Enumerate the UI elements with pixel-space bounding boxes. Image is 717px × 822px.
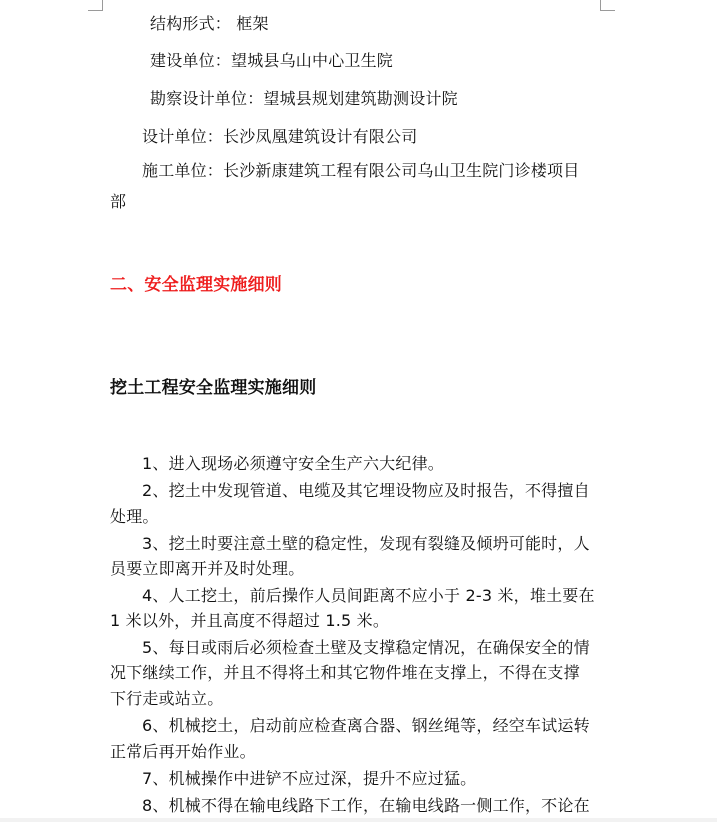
rule-line: 2、挖土中发现管道、电缆及其它埋设物应及时报告，不得擅自 (142, 481, 590, 500)
rule-line: 员要立即离开并及时处理。 (110, 559, 305, 578)
rule-line: 8、机械不得在输电线路下工作，在输电线路一侧工作，不论在 (142, 796, 590, 815)
survey-line: 勘察设计单位：望城县规划建筑勘测设计院 (150, 89, 458, 108)
page-bottom-edge (0, 818, 717, 822)
crop-mark-top-left (88, 0, 103, 11)
section-title: 二、安全监理实施细则 (110, 275, 282, 295)
rule-line: 1、进入现场必须遵守安全生产六大纪律。 (142, 454, 444, 473)
rule-line: 4、人工挖土，前后操作人员间距离不应小于 2-3 米，堆土要在 (142, 586, 595, 605)
design-line: 设计单位：长沙凤凰建筑设计有限公司 (142, 127, 418, 146)
crop-mark-top-right (600, 0, 615, 11)
builder-line: 建设单位：望城县乌山中心卫生院 (150, 51, 394, 70)
construction-line: 施工单位：长沙新康建筑工程有限公司乌山卫生院门诊楼项目 (142, 161, 580, 180)
rule-line: 下行走或站立。 (110, 689, 224, 708)
subsection-title: 挖土工程安全监理实施细则 (110, 378, 317, 398)
rule-line: 6、机械挖土，启动前应检查离合器、钢丝绳等，经空车试运转 (142, 716, 590, 735)
structure-line: 结构形式： 框架 (150, 14, 269, 33)
rule-line: 3、挖土时要注意土壁的稳定性，发现有裂缝及倾坍可能时，人 (142, 534, 590, 553)
rule-line: 处理。 (110, 507, 159, 526)
rule-line: 正常后再开始作业。 (110, 742, 256, 761)
rule-line: 况下继续工作，并且不得将土和其它物件堆在支撑上，不得在支撑 (110, 663, 580, 682)
construction-line-cont: 部 (110, 192, 127, 211)
rule-line: 7、机械操作中进铲不应过深，提升不应过猛。 (142, 769, 477, 788)
rule-line: 1 米以外，并且高度不得超过 1.5 米。 (110, 611, 390, 630)
rule-line: 5、每日或雨后必须检查土壁及支撑稳定情况，在确保安全的情 (142, 638, 590, 657)
